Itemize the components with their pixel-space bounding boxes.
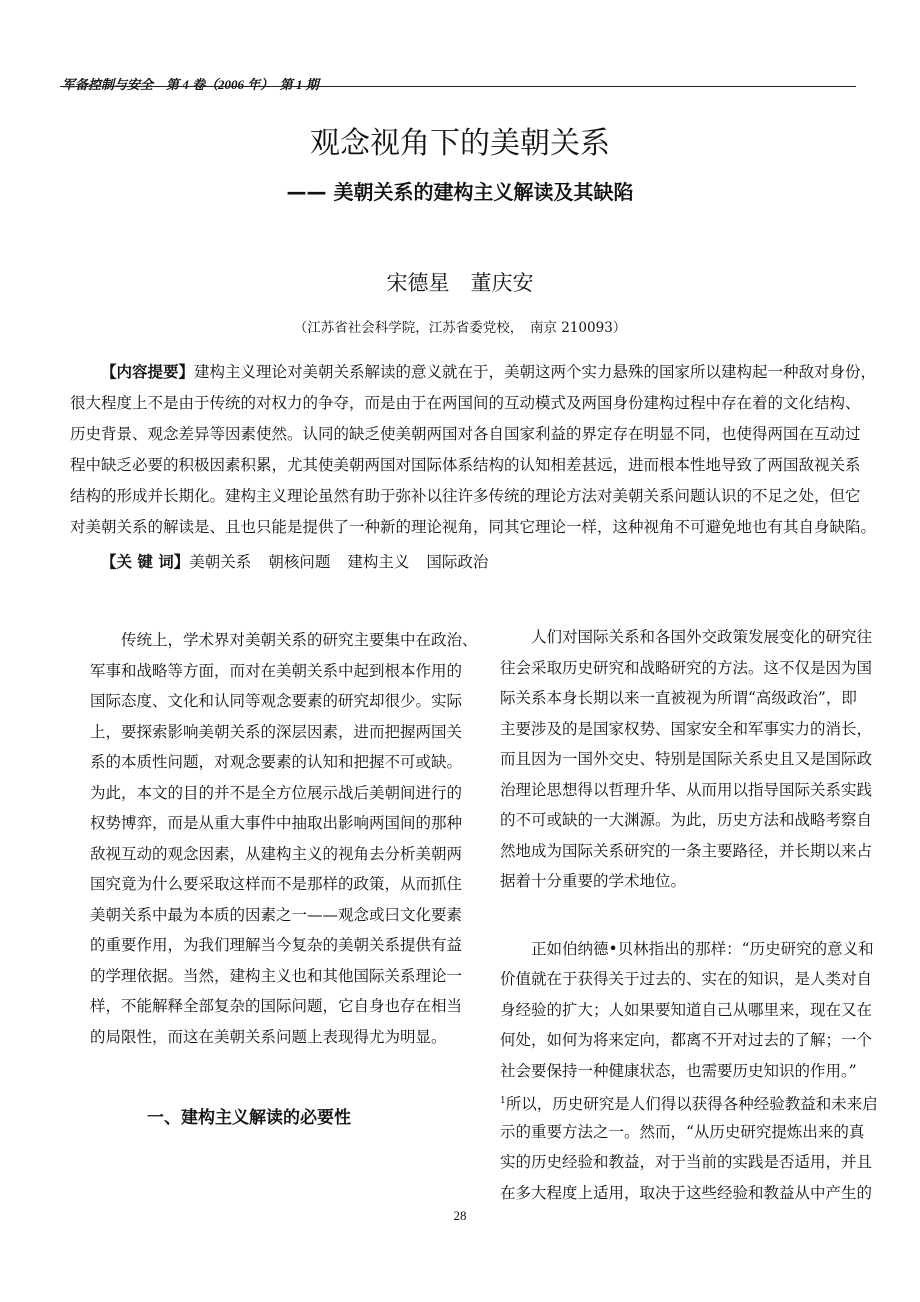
keywords-label: 【关 键 词】 — [101, 553, 190, 571]
body-line: 实的历史经验和教益，对于当前的实践是否适用，并且 — [500, 1153, 873, 1171]
body-line: 然地成为国际关系研究的一条主要路径，并长期以来占 — [500, 841, 873, 860]
article-subtitle: —— 美朝关系的建构主义解读及其缺陷 — [286, 180, 634, 204]
body-line: $^1$所以，历史研究是人们得以获得各种经验教益和未来启 — [500, 1095, 878, 1114]
running-header: 军备控制与安全 第 4 卷（2006 年） 第 1 期 — [62, 77, 319, 92]
abstract-line: 结构的形成并长期化。建构主义理论虽然有助于弥补以往许多传统的理论方法对美朝关系问题认识的不足之处，但它 — [70, 487, 861, 505]
body-line: 而且因为一国外交史、特别是国际关系史且又是国际政 — [500, 750, 873, 768]
body-line: 价值就在于获得关于过去的、实在的知识，是人类对自 — [500, 970, 873, 988]
abstract-line: 很大程度上不是由于传统的对权力的争夺，而是由于在两国间的互动模式及两国身份建构过程中存在着的文化结构、 — [70, 394, 861, 412]
left-column — [90, 625, 478, 1052]
abstract-label: 【内容提要】 — [101, 363, 195, 381]
page-number: 28 — [453, 1208, 467, 1223]
body-line: 在多大程度上适用，取决于这些经验和教益从中产生的 — [500, 1183, 873, 1202]
keyword: 朝核问题 — [268, 553, 331, 571]
body-line: 上，要探索影响美朝关系的深层因素，进而把握两国关 — [90, 722, 463, 741]
abstract-line: 对美朝关系的解读是、且也只能是提供了一种新的理论视角，同其它理论一样，这种视角不可避免地也有其自身缺陷。 — [70, 518, 877, 536]
body-line: 的重要作用，为我们理解当今复杂的美朝关系提供有益 — [90, 936, 463, 954]
body-line: 为此，本文的目的并不是全方位展示战后美朝间进行的 — [90, 783, 463, 802]
keyword: 建构主义 — [347, 553, 410, 571]
body-line: 人们对国际关系和各国外交政策发展变化的研究往 — [531, 628, 873, 646]
body-line: 往会采取历史研究和战略研究的方法。这不仅是因为国 — [500, 658, 873, 677]
body-line: 治理论思想得以哲理升华、从而用以指导国际关系实践 — [500, 780, 873, 799]
article-title: 观念视角下的美朝关系 — [310, 126, 610, 161]
body-line: 国际态度、文化和认同等观念要素的研究却很少。实际 — [90, 692, 463, 710]
body-line: 军事和战略等方面，而对在美朝关系中起到根本作用的 — [90, 661, 463, 680]
body-line: 美朝关系中最为本质的因素之一——观念或曰文化要素 — [90, 905, 463, 924]
body-line: 示的重要方法之一。然而，“从历史研究提炼出来的真 — [500, 1122, 865, 1141]
body-line: 的学理依据。当然，建构主义也和其他国际关系理论一 — [90, 966, 463, 985]
body-line: 何处，如何为将来定向，都离不开对过去的了解；一个 — [500, 1031, 873, 1049]
right-column — [500, 622, 878, 1208]
paragraph-gap — [500, 897, 852, 934]
body-line: 的不可或缺的一大渊源。为此，历史方法和战略考察自 — [500, 811, 873, 829]
body-line: 系的本质性问题，对观念要素的认知和把握不可或缺。 — [90, 753, 463, 771]
keyword: 国际政治 — [426, 553, 489, 571]
header-rule — [60, 86, 856, 87]
body-line: 据着十分重要的学术地位。 — [500, 872, 687, 890]
body-line: 社会要保持一种健康状态，也需要历史知识的作用。” — [500, 1061, 857, 1080]
abstract-line: 程中缺乏必要的积极因素积累，尤其使美朝两国对国际体系结构的认知相差甚远，进而根本性地导致了两国敌视关系 — [70, 456, 861, 474]
abstract-line: 历史背景、观念差异等因素使然。认同的缺乏使美朝两国对各自国家利益的界定存在明显不同，也使得两国在互动过 — [70, 425, 861, 443]
authors: 宋德星 董庆安 — [386, 271, 534, 295]
body-line: 主要涉及的是国家权势、国家安全和军事实力的消长， — [500, 719, 873, 738]
body-line: 权势博弈，而是从重大事件中抽取出影响两国间的那种 — [90, 814, 463, 832]
keywords — [101, 550, 488, 572]
affiliation: （江苏省社会科学院，江苏省委党校， 南京 210093） — [293, 320, 627, 336]
footnote-mark[interactable]: 1 — [500, 1096, 506, 1106]
body-line: 正如伯纳德•贝林指出的那样：“历史研究的意义和 — [531, 939, 874, 958]
keyword: 美朝关系 — [189, 553, 252, 571]
body-line: 国究竟为什么要采取这样而不是那样的政策，从而抓住 — [90, 875, 463, 893]
body-line: 传统上，学术界对美朝关系的研究主要集中在政治、 — [121, 631, 478, 649]
body-line: 样，不能解释全部复杂的国际问题，它自身也存在相当 — [90, 997, 463, 1015]
abstract — [70, 357, 877, 543]
body-line: 身经验的扩大；人如果要知道自己从哪里来，现在又在 — [500, 1000, 873, 1019]
body-line: 的局限性，而这在美朝关系问题上表现得尤为明显。 — [90, 1027, 447, 1046]
body-line: 际关系本身长期以来一直被视为所谓“高级政治”，即 — [500, 689, 857, 707]
body-line: 敌视互动的观念因素，从建构主义的视角去分析美朝两 — [90, 844, 463, 863]
abstract-line: 【内容提要】建构主义理论对美朝关系解读的意义就在于，美朝这两个实力悬殊的国家所以建构起一种敌对身份， — [101, 363, 877, 381]
section-heading: 一、建构主义解读的必要性 — [147, 1108, 351, 1128]
